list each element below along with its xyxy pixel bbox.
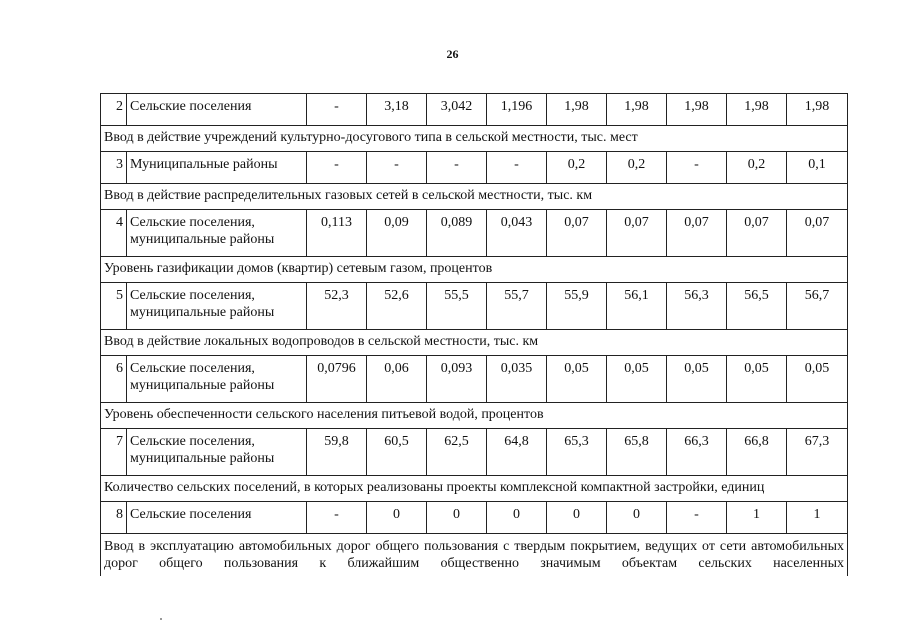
value-cell: 1,98 xyxy=(607,94,667,126)
row-number: 8 xyxy=(101,502,127,534)
value-cell: 1,98 xyxy=(667,94,727,126)
value-cell: 0,05 xyxy=(547,356,607,403)
value-cell: 65,3 xyxy=(547,429,607,476)
section-row xyxy=(101,534,848,577)
value-cell: 55,7 xyxy=(487,283,547,330)
table-row xyxy=(101,210,848,257)
value-cell: 0,113 xyxy=(307,210,367,257)
value-cell: 0,2 xyxy=(727,152,787,184)
value-cell: 0 xyxy=(427,502,487,534)
value-cell: 0 xyxy=(547,502,607,534)
table-row xyxy=(101,356,848,403)
value-cell: 0,07 xyxy=(667,210,727,257)
section-heading: Уровень газификации домов (квартир) сетевым газом, процентов xyxy=(101,257,848,283)
row-number: 4 xyxy=(101,210,127,257)
value-cell: - xyxy=(667,502,727,534)
value-cell: 0,05 xyxy=(607,356,667,403)
table-body xyxy=(101,94,848,577)
section-row xyxy=(101,403,848,429)
value-cell: - xyxy=(487,152,547,184)
value-cell: 1,98 xyxy=(787,94,848,126)
value-cell: 56,3 xyxy=(667,283,727,330)
value-cell: 59,8 xyxy=(307,429,367,476)
table-row xyxy=(101,94,848,126)
value-cell: 55,5 xyxy=(427,283,487,330)
value-cell: - xyxy=(307,152,367,184)
value-cell: 0 xyxy=(367,502,427,534)
value-cell: 0,2 xyxy=(547,152,607,184)
row-name: Сельские поселения xyxy=(127,94,307,126)
value-cell: 66,3 xyxy=(667,429,727,476)
section-heading: Количество сельских поселений, в которых реализованы проекты комплексной компактной застройки, единиц xyxy=(101,476,848,502)
value-cell: 0,05 xyxy=(787,356,848,403)
value-cell: 52,3 xyxy=(307,283,367,330)
value-cell: 0,2 xyxy=(607,152,667,184)
indicators-table xyxy=(100,93,848,576)
row-name: Сельские поселения, муниципальные районы xyxy=(127,210,307,257)
section-row xyxy=(101,330,848,356)
value-cell: - xyxy=(667,152,727,184)
page-number: 26 xyxy=(446,47,459,61)
row-name: Сельские поселения, муниципальные районы xyxy=(127,283,307,330)
section-heading: Ввод в действие учреждений культурно-досугового типа в сельской местности, тыс. мест xyxy=(101,126,848,152)
value-cell: 56,1 xyxy=(607,283,667,330)
table-row xyxy=(101,429,848,476)
value-cell: 56,5 xyxy=(727,283,787,330)
table-row xyxy=(101,283,848,330)
row-name: Муниципальные районы xyxy=(127,152,307,184)
value-cell: 3,042 xyxy=(427,94,487,126)
value-cell: 3,18 xyxy=(367,94,427,126)
section-row xyxy=(101,126,848,152)
row-number: 2 xyxy=(101,94,127,126)
value-cell: 0,07 xyxy=(787,210,848,257)
value-cell: 0,05 xyxy=(727,356,787,403)
value-cell: 64,8 xyxy=(487,429,547,476)
scan-mark xyxy=(160,618,162,620)
section-heading: Уровень обеспеченности сельского населения питьевой водой, процентов xyxy=(101,403,848,429)
value-cell: 55,9 xyxy=(547,283,607,330)
table-row xyxy=(101,152,848,184)
value-cell: 67,3 xyxy=(787,429,848,476)
value-cell: 1,98 xyxy=(727,94,787,126)
value-cell: 56,7 xyxy=(787,283,848,330)
row-name: Сельские поселения, муниципальные районы xyxy=(127,429,307,476)
row-name: Сельские поселения, муниципальные районы xyxy=(127,356,307,403)
section-heading: Ввод в эксплуатацию автомобильных дорог общего пользования с твердым покрытием, ведущих от сети автомобильных дорог общего пользования к ближайшим общественно значимым объектам сельских населенных xyxy=(101,534,848,577)
row-number: 3 xyxy=(101,152,127,184)
value-cell: 66,8 xyxy=(727,429,787,476)
value-cell: 0,035 xyxy=(487,356,547,403)
value-cell: 0 xyxy=(607,502,667,534)
section-row xyxy=(101,184,848,210)
value-cell: - xyxy=(307,94,367,126)
section-row xyxy=(101,257,848,283)
value-cell: - xyxy=(427,152,487,184)
row-number: 6 xyxy=(101,356,127,403)
value-cell: 0,093 xyxy=(427,356,487,403)
value-cell: 0,07 xyxy=(727,210,787,257)
value-cell: 0,05 xyxy=(667,356,727,403)
section-heading: Ввод в действие локальных водопроводов в сельской местности, тыс. км xyxy=(101,330,848,356)
value-cell: - xyxy=(367,152,427,184)
value-cell: 65,8 xyxy=(607,429,667,476)
row-name: Сельские поселения xyxy=(127,502,307,534)
value-cell: 62,5 xyxy=(427,429,487,476)
value-cell: 1,196 xyxy=(487,94,547,126)
value-cell: 60,5 xyxy=(367,429,427,476)
value-cell: 1 xyxy=(727,502,787,534)
section-heading: Ввод в действие распределительных газовых сетей в сельской местности, тыс. км xyxy=(101,184,848,210)
value-cell: 0,06 xyxy=(367,356,427,403)
value-cell: 0,07 xyxy=(547,210,607,257)
section-row xyxy=(101,476,848,502)
table-row xyxy=(101,502,848,534)
value-cell: 0,0796 xyxy=(307,356,367,403)
value-cell: 52,6 xyxy=(367,283,427,330)
value-cell: 0,07 xyxy=(607,210,667,257)
value-cell: 0,089 xyxy=(427,210,487,257)
value-cell: 1,98 xyxy=(547,94,607,126)
value-cell: 1 xyxy=(787,502,848,534)
value-cell: 0,1 xyxy=(787,152,848,184)
row-number: 7 xyxy=(101,429,127,476)
row-number: 5 xyxy=(101,283,127,330)
value-cell: 0,09 xyxy=(367,210,427,257)
value-cell: - xyxy=(307,502,367,534)
value-cell: 0 xyxy=(487,502,547,534)
value-cell: 0,043 xyxy=(487,210,547,257)
